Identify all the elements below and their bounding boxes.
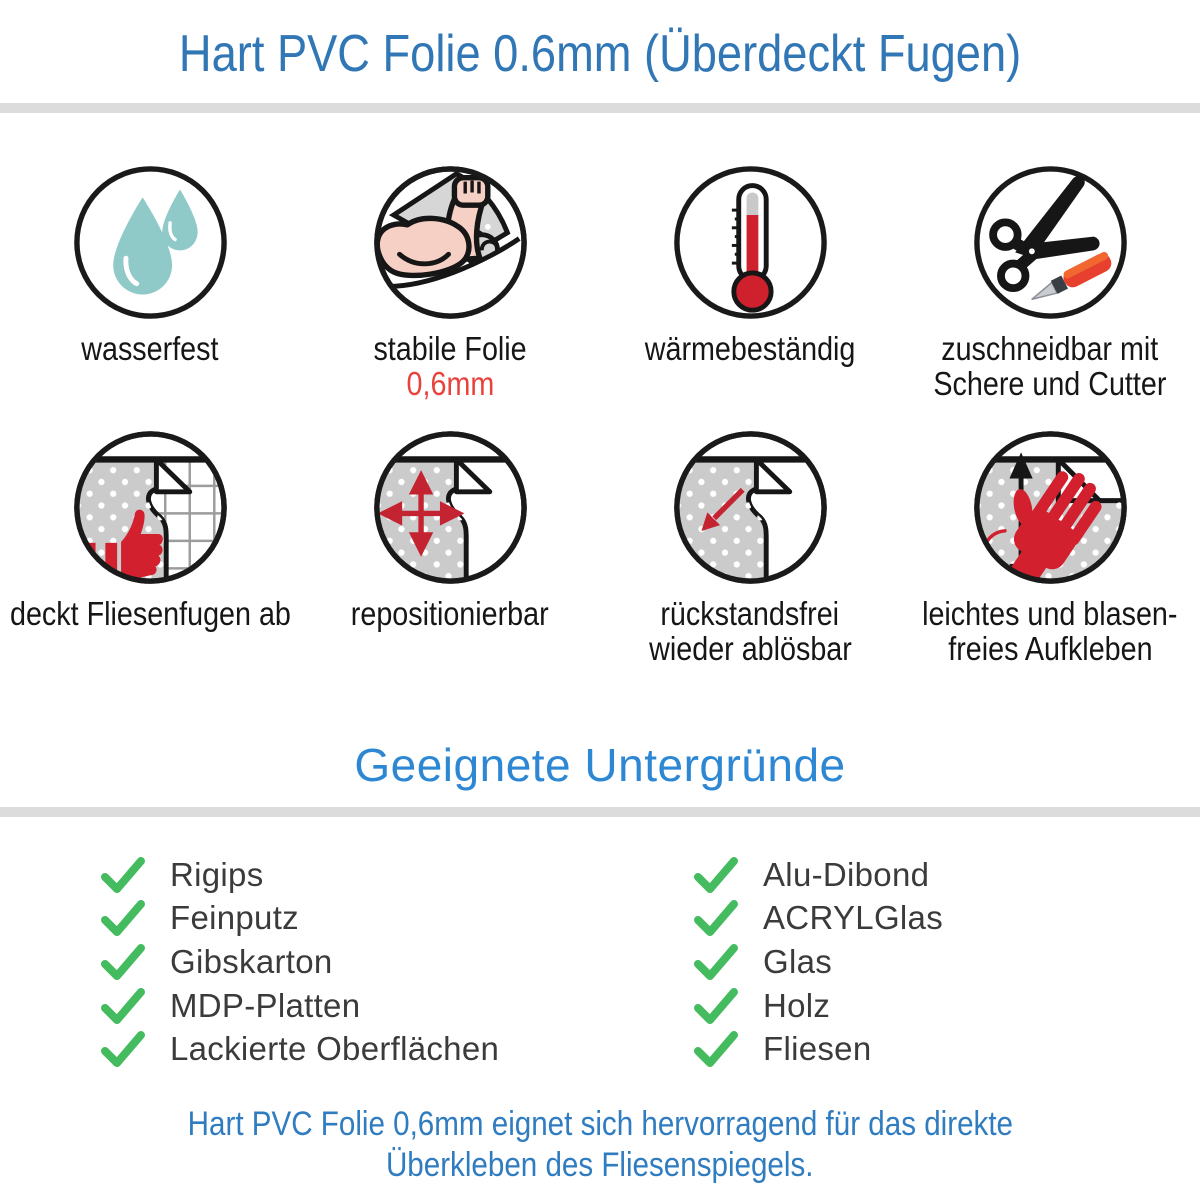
feature-label — [634, 596, 867, 666]
divider-bar-top — [0, 103, 1200, 113]
feature-row-1 — [0, 164, 1200, 401]
feature-zuschneidbar — [900, 164, 1200, 401]
list-item-label: Gibskarton — [170, 942, 333, 980]
feature-label-line: zuschneidbar mit — [941, 330, 1159, 367]
feature-row-2 — [0, 429, 1200, 666]
list-item-label: ACRYLGlas — [763, 899, 943, 937]
feature-label-line: rückstandsfrei — [660, 595, 840, 632]
check-icon — [100, 856, 146, 894]
strong-arm-foil-icon — [372, 164, 529, 321]
list-item — [693, 853, 943, 897]
feature-label-line: repositionierbar — [351, 595, 549, 632]
list-item-label: Holz — [763, 986, 831, 1024]
list-item-label: Glas — [763, 942, 833, 980]
feature-label-line: stabile Folie — [373, 330, 527, 367]
check-icon — [100, 943, 146, 981]
footer-line: Überkleben des Fliesenspiegels. — [386, 1146, 814, 1184]
footer-line: Hart PVC Folie 0,6mm eignet sich hervorragend für das direkte — [187, 1105, 1013, 1143]
list-item-label: Lackierte Oberflächen — [170, 1030, 500, 1068]
check-icon — [693, 856, 739, 894]
list-item-label: MDP-Platten — [170, 986, 361, 1024]
feature-label — [629, 331, 871, 366]
feature-label-line: deckt Fliesenfugen ab — [9, 595, 291, 632]
substrates-column-left — [100, 853, 693, 1071]
feature-leichtes-aufkleben — [900, 429, 1200, 666]
feature-highlight-0-6mm: 0,6mm — [406, 365, 494, 402]
thermometer-icon — [672, 164, 829, 321]
substrates-heading: Geeignete Untergründe — [354, 739, 846, 791]
feature-label-line: freies Aufkleben — [947, 630, 1153, 667]
substrates-column-right — [693, 853, 943, 1071]
feature-wasserfest — [0, 164, 300, 401]
divider-bar-bottom — [0, 807, 1200, 817]
feature-label-line: wieder ablösbar — [648, 630, 852, 667]
check-icon — [100, 899, 146, 937]
check-icon — [100, 1030, 146, 1068]
feature-label — [362, 331, 538, 401]
list-item — [693, 1027, 943, 1071]
scissors-cutter-icon — [972, 164, 1129, 321]
list-item — [100, 1027, 693, 1071]
peel-off-arrow-icon — [672, 429, 829, 586]
feature-deckt-fliesenfugen — [0, 429, 300, 666]
feature-label-line: leichtes und blasen- — [922, 595, 1178, 632]
list-item-label: Feinputz — [170, 899, 299, 937]
check-icon — [693, 987, 739, 1025]
list-item-label: Alu-Dibond — [763, 855, 930, 893]
tile-cover-thumb-icon — [72, 429, 229, 586]
water-drops-icon — [72, 164, 229, 321]
feature-label-line: wärmebeständig — [644, 330, 856, 367]
reposition-arrows-icon — [372, 429, 529, 586]
substrates-lists — [100, 853, 943, 1071]
feature-label-line: wasserfest — [81, 330, 219, 367]
list-item-label: Fliesen — [763, 1030, 872, 1068]
list-item — [100, 984, 693, 1028]
smoothing-hand-icon — [972, 429, 1129, 586]
list-item — [100, 897, 693, 941]
feature-label — [903, 596, 1197, 666]
feature-label — [0, 596, 311, 631]
feature-rueckstandsfrei — [600, 429, 900, 666]
feature-stabile-folie — [300, 164, 600, 401]
page-title-text: Hart PVC Folie 0.6mm (Überdeckt Fugen) — [178, 25, 1022, 83]
list-item — [100, 853, 693, 897]
footer-note — [0, 1104, 1200, 1186]
list-item — [693, 984, 943, 1028]
check-icon — [693, 1030, 739, 1068]
feature-label — [916, 331, 1184, 401]
list-item-label: Rigips — [170, 855, 264, 893]
feature-repositionierbar — [300, 429, 600, 666]
check-icon — [100, 987, 146, 1025]
feature-label-line: Schere und Cutter — [933, 365, 1167, 402]
list-item — [693, 897, 943, 941]
feature-waermebestaendig — [600, 164, 900, 401]
check-icon — [693, 899, 739, 937]
feature-label — [71, 331, 229, 366]
check-icon — [693, 943, 739, 981]
list-item — [693, 940, 943, 984]
feature-label — [336, 596, 563, 631]
page-title — [0, 24, 1200, 84]
list-item — [100, 940, 693, 984]
